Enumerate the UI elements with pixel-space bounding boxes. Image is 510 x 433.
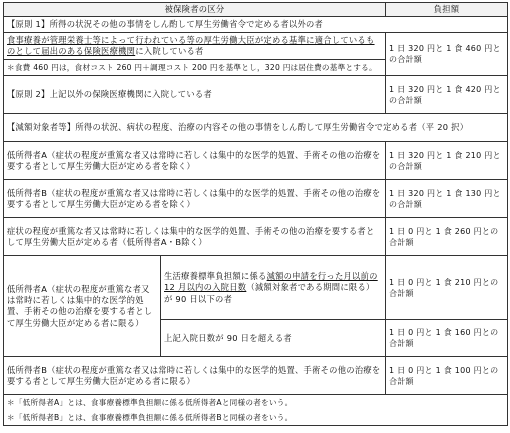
footnote-row: [4, 410, 508, 426]
low-income-a-severe-sub2: 上記入院日数が 90 日を超える者: [161, 320, 386, 357]
low-income-a-severe-sub1-amount: 1 日 0 円と 1 食 210 円との合計額: [386, 256, 508, 320]
table-row: [4, 218, 508, 256]
sub1-underlined-text: 減額の申請を行った月以前の 12 月以内の入院日数: [164, 270, 378, 293]
low-income-a-amount: 1 日 320 円と 1 食 210 円との合計額: [386, 142, 508, 180]
low-income-b-text: 低所得者B（症状の程度が重篤な者又は常時に若しくは集中的な医学的処置、手術その他の治療を要する者として厚生労働大臣が定める者を除く）: [4, 180, 386, 218]
principle1-amount: 1 日 320 円と 1 食 460 円との合計額: [386, 33, 508, 76]
low-income-a-severe-label: 低所得者A（症状の程度が重篤な者又は常時に若しくは集中的な医学的処置、手術その他の治療を要する者として厚生労働大臣が定める者に限る）: [4, 256, 161, 357]
low-income-a-text: 低所得者A（症状の程度が重篤な者又は常時に若しくは集中的な医学的処置、手術その他の治療を要する者として厚生労働大臣が定める者を除く）: [4, 142, 386, 180]
low-income-a-severe-sub1: [161, 256, 386, 320]
principle1-note: ＊食費 460 円は，食材コスト 260 円＋調理コスト 200 円を基準とし，320 円は居住費の基準とする。: [4, 60, 386, 76]
low-income-b-severe-text: 低所得者B（症状の程度が重篤な者又は常時に若しくは集中的な医学的処置、手術その他の治療を要する者として厚生労働大臣が定める者に限る）: [4, 357, 386, 395]
header-category: 被保険者の区分: [4, 3, 386, 17]
principle1-rest-text: に入院している者: [135, 46, 204, 57]
principle1-row-text: [4, 33, 386, 60]
reduction-heading: 【減額対象者等】所得の状況、病状の程度、治療の内容その他の事情をしん酌して厚生労働省令で定める者（平 20 択）: [4, 114, 508, 142]
low-income-b-amount: 1 日 320 円と 1 食 130 円との合計額: [386, 180, 508, 218]
table-row: [4, 76, 508, 114]
principle2-text: 【原則 2】上記以外の保険医療機関に入院している者: [4, 76, 386, 114]
footnote-b: ＊「低所得者B」とは、食事療養標準負担額に係る低所得者Bと同様の者をいう。: [4, 410, 508, 426]
table-header-row: [4, 3, 508, 17]
principle1-heading: 【原則 1】所得の状況その他の事情をしん酌して厚生労働省令で定める者以外の者: [4, 17, 508, 33]
footnote-row: [4, 395, 508, 411]
table-row: [4, 142, 508, 180]
table-row: [4, 180, 508, 218]
low-income-b-severe-amount: 1 日 0 円と 1 食 100 円との合計額: [386, 357, 508, 395]
low-income-a-severe-sub2-amount: 1 日 0 円と 1 食 160 円との合計額: [386, 320, 508, 357]
principle2-amount: 1 日 320 円と 1 食 420 円との合計額: [386, 76, 508, 114]
fee-table: [3, 2, 508, 426]
sub1-post-text: （減額対象者である期間に限る）が 90 日以下の者: [164, 282, 375, 304]
severe-case-text: 症状の程度が重篤な者又は常時に若しくは集中的な医学的処置、手術その他の治療を要する者として厚生労働大臣が定める者（低所得者A・B除く）: [4, 218, 386, 256]
fee-table-container: [3, 2, 508, 426]
table-row: [4, 17, 508, 33]
severe-case-amount: 1 日 0 円と 1 食 260 円との合計額: [386, 218, 508, 256]
table-row: [4, 256, 508, 320]
sub1-pre-text: 生活療養標準負担額に係る: [164, 270, 267, 281]
table-row: [4, 33, 508, 60]
header-amount: 負担額: [386, 3, 508, 17]
principle1-underlined-text: 食事療養が管理栄養士等によって行われている等の厚生労働大臣が定める基準に適合しているものとして届出のある保険医療機関: [7, 35, 375, 57]
table-row: [4, 357, 508, 395]
footnote-a: ＊「低所得者A」とは、食事療養標準負担額に係る低所得者Aと同様の者をいう。: [4, 395, 508, 411]
table-row: [4, 114, 508, 142]
